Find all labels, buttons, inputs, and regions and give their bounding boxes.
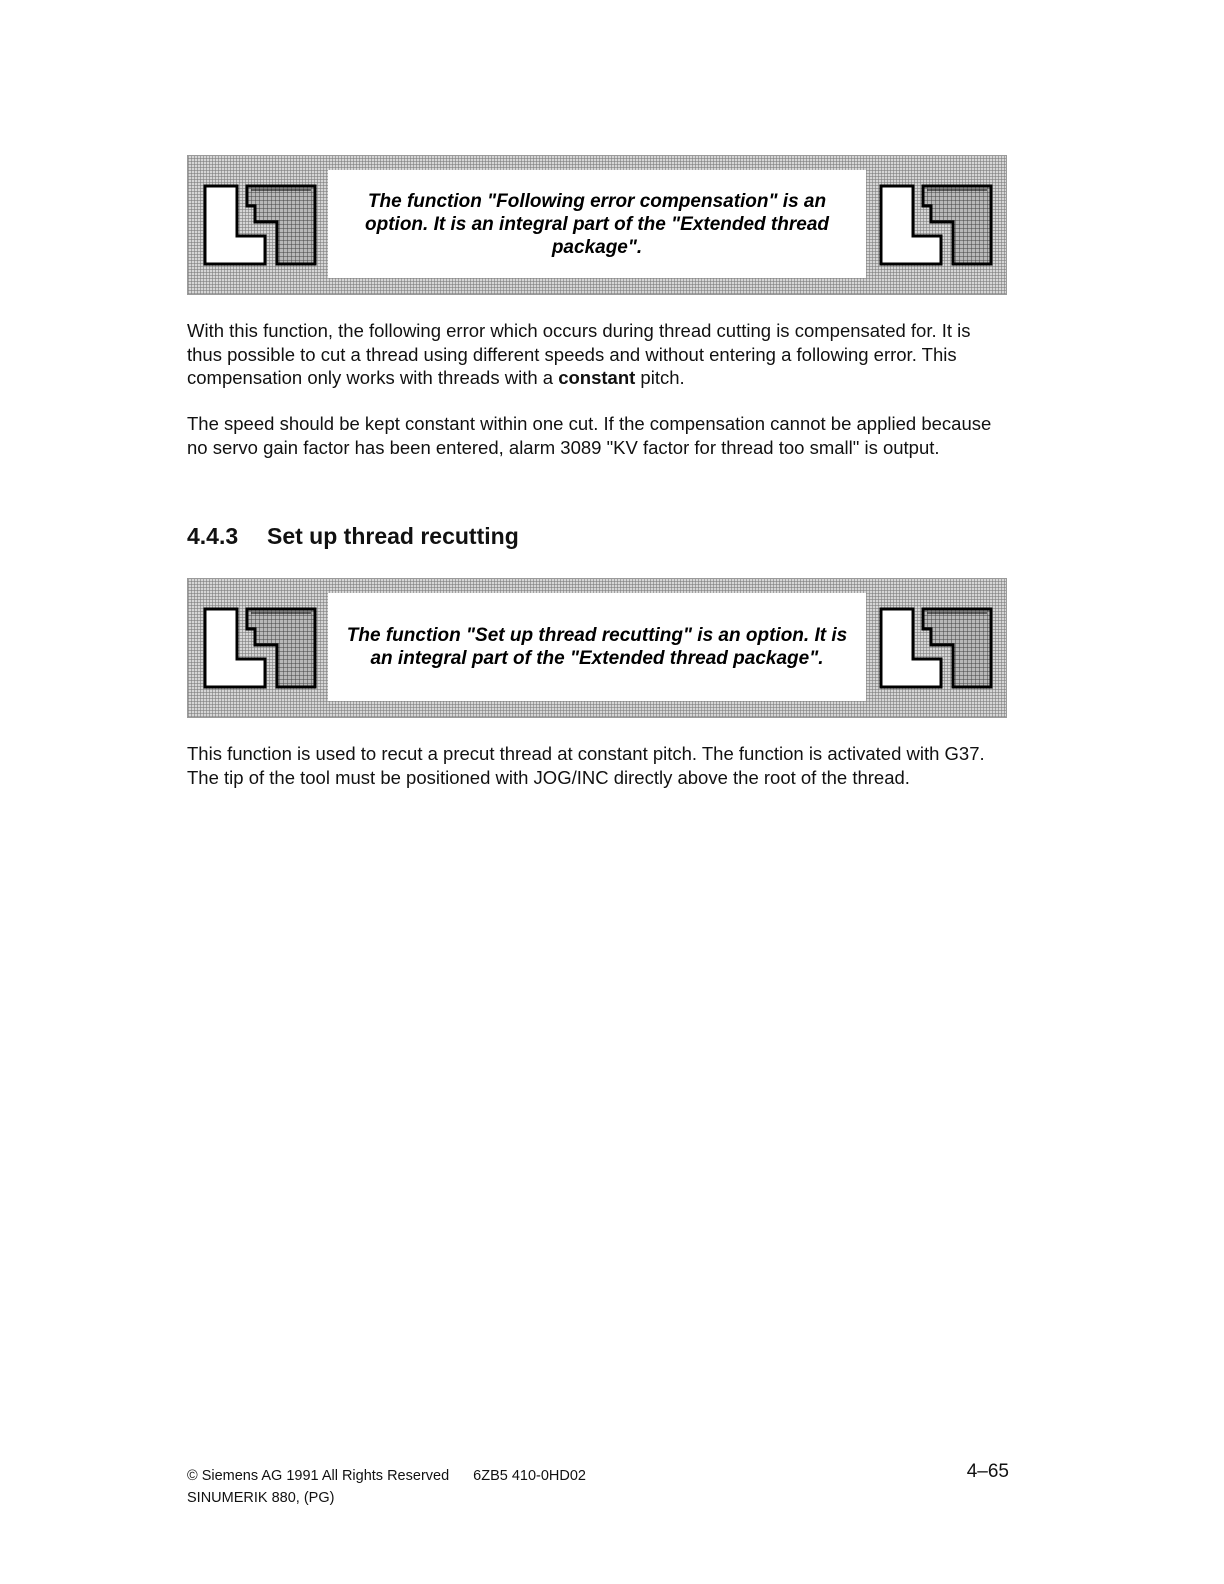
page-number: 4–65 (966, 1461, 1009, 1482)
paragraph-text: With this function, the following error which occurs during thread cutting is compensated for. It is thus possible to cut a thread using different speeds and without entering a following error. This compensation only works with threads with a (187, 320, 971, 388)
footer-line-1 (187, 1465, 586, 1487)
paragraph-recut: This function is used to recut a precut thread at constant pitch. The function is activated with G37. The tip of the tool must be positioned with JOG/INC directly above the root of the thread. (187, 743, 985, 788)
option-note-box (187, 155, 1007, 295)
footer-doc-code: 6ZB5 410-0HD02 (473, 1468, 586, 1484)
footer-product: SINUMERIK 880, (PG) (187, 1490, 335, 1506)
section-number: 4.4.3 (187, 523, 239, 549)
footer-copyright: © Siemens AG 1991 All Rights Reserved (187, 1468, 450, 1484)
option-note-panel (328, 593, 866, 701)
option-symbol-icon (879, 184, 993, 266)
option-symbol-icon (203, 184, 317, 266)
option-note-text: The function "Set up thread recutting" is an option. It is an integral part of the "Extended thread package". (346, 625, 848, 669)
emphasis-constant: constant (558, 367, 636, 388)
paragraph-compensation (187, 319, 1007, 390)
option-symbol-icon (879, 607, 993, 689)
footer (187, 1465, 586, 1509)
option-note-text: The function "Following error compensation" is an option. It is an integral part of the "Extended thread package". (365, 190, 829, 258)
option-note-box (187, 578, 1007, 718)
section-title: Set up thread recutting (267, 523, 519, 549)
paragraph-speed: The speed should be kept constant within one cut. If the compensation cannot be applied because no servo gain factor has been entered, alarm 3089 "KV factor for thread too small" is output. (187, 413, 992, 458)
paragraph-text: pitch. (635, 367, 685, 388)
option-note-panel (328, 170, 866, 278)
section-heading (187, 523, 519, 550)
option-symbol-icon (203, 607, 317, 689)
